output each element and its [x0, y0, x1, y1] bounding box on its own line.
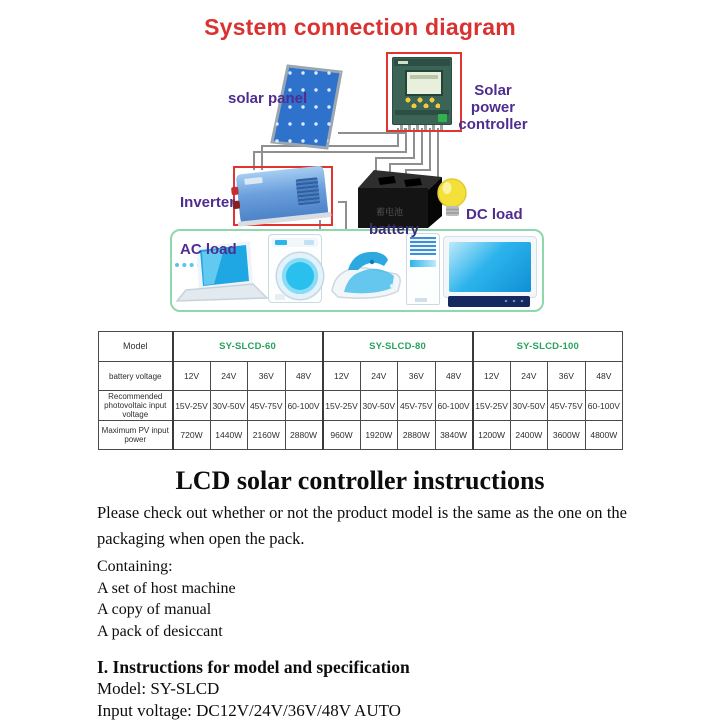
- table-cell-model-80: SY-SLCD-80: [323, 332, 473, 362]
- table-cell: 30V-50V: [210, 391, 248, 421]
- table-cell: 3840W: [435, 421, 473, 450]
- containing-section: [97, 556, 627, 642]
- battery-device-text: 蓄电池: [376, 207, 404, 217]
- laptop-and-iron-images: [0, 0, 720, 330]
- table-cell: 720W: [173, 421, 211, 450]
- tv-screen: [449, 242, 531, 292]
- label-solar-power-controller: Solar power controller: [458, 82, 528, 133]
- label-solar-panel: solar panel: [228, 90, 308, 107]
- table-cell: 60-100V: [435, 391, 473, 421]
- table-cell: 30V-50V: [360, 391, 398, 421]
- table-cell: 36V: [548, 362, 586, 391]
- label-battery: battery: [369, 221, 420, 238]
- containing-item: A copy of manual: [97, 601, 212, 618]
- input-voltage-line: Input voltage: DC12V/24V/36V/48V AUTO: [97, 701, 401, 720]
- table-cell: 45V-75V: [398, 391, 436, 421]
- table-row-battery-voltage: [99, 362, 623, 391]
- intro-paragraph: Please check out whether or not the product model is the same as the one on the packaging when open the pack.: [97, 503, 627, 548]
- table-cell: 15V-25V: [323, 391, 361, 421]
- section1-heading: I. Instructions for model and specification: [97, 657, 410, 677]
- model-line: Model: SY-SLCD: [97, 679, 220, 698]
- table-cell: 24V: [360, 362, 398, 391]
- table-cell: 24V: [210, 362, 248, 391]
- ac-vent: [410, 237, 436, 255]
- table-cell: 15V-25V: [473, 391, 511, 421]
- washer-vent: [275, 294, 285, 300]
- table-cell: 15V-25V: [173, 391, 211, 421]
- table-cell: 1920W: [360, 421, 398, 450]
- table-cell: 36V: [248, 362, 286, 391]
- table-cell: 12V: [473, 362, 511, 391]
- table-cell: 1200W: [473, 421, 511, 450]
- table-row-pv-power: [99, 421, 623, 450]
- row-label: Recommended photovoltaic input voltage: [99, 391, 173, 421]
- ac-display: [410, 260, 436, 267]
- containing-item: A set of host machine: [97, 579, 236, 597]
- page-title: System connection diagram: [204, 14, 516, 40]
- table-cell: 2880W: [398, 421, 436, 450]
- table-cell: 12V: [173, 362, 211, 391]
- table-cell: 2400W: [510, 421, 548, 450]
- system-connection-diagram: [0, 0, 720, 330]
- label-dc-load: DC load: [466, 206, 523, 223]
- section1: [97, 656, 627, 722]
- instructions-heading: LCD solar controller instructions: [175, 466, 545, 495]
- table-cell: 2160W: [248, 421, 286, 450]
- row-label: battery voltage: [99, 362, 173, 391]
- table-cell: 60-100V: [585, 391, 623, 421]
- washer-control-panel: [272, 238, 318, 247]
- table-cell: 3600W: [548, 421, 586, 450]
- table-cell: 45V-75V: [248, 391, 286, 421]
- label-ac-load: AC load: [180, 241, 237, 258]
- table-row-pv-voltage: [99, 391, 623, 421]
- table-cell: 48V: [585, 362, 623, 391]
- table-cell: 4800W: [585, 421, 623, 450]
- table-cell: 48V: [435, 362, 473, 391]
- table-cell: 45V-75V: [548, 391, 586, 421]
- table-cell: 60-100V: [285, 391, 323, 421]
- table-cell: 1440W: [210, 421, 248, 450]
- ac-base: [415, 298, 427, 302]
- table-cell: 36V: [398, 362, 436, 391]
- table-cell: 48V: [285, 362, 323, 391]
- row-label: Maximum PV input power: [99, 421, 173, 450]
- table-cell: 960W: [323, 421, 361, 450]
- table-cell: 12V: [323, 362, 361, 391]
- washing-machine-image: [268, 234, 322, 303]
- table-cell: 24V: [510, 362, 548, 391]
- table-cell-model-100: SY-SLCD-100: [473, 332, 623, 362]
- table-cell-model-60: SY-SLCD-60: [173, 332, 323, 362]
- table-cell: 30V-50V: [510, 391, 548, 421]
- spec-table-container: [98, 331, 622, 450]
- iron-image: [332, 252, 400, 298]
- table-row-model: [99, 332, 623, 362]
- containing-label: Containing:: [97, 558, 173, 575]
- tv-base: [448, 296, 530, 307]
- table-cell: 2880W: [285, 421, 323, 450]
- containing-item: A pack of desiccant: [97, 622, 223, 640]
- air-conditioner-image: [406, 233, 440, 305]
- table-cell-model-label: Model: [99, 332, 173, 362]
- washer-door: [277, 253, 323, 299]
- label-inverter: Inverter: [180, 194, 236, 211]
- tv-image: [443, 236, 537, 298]
- spec-table: [98, 331, 623, 450]
